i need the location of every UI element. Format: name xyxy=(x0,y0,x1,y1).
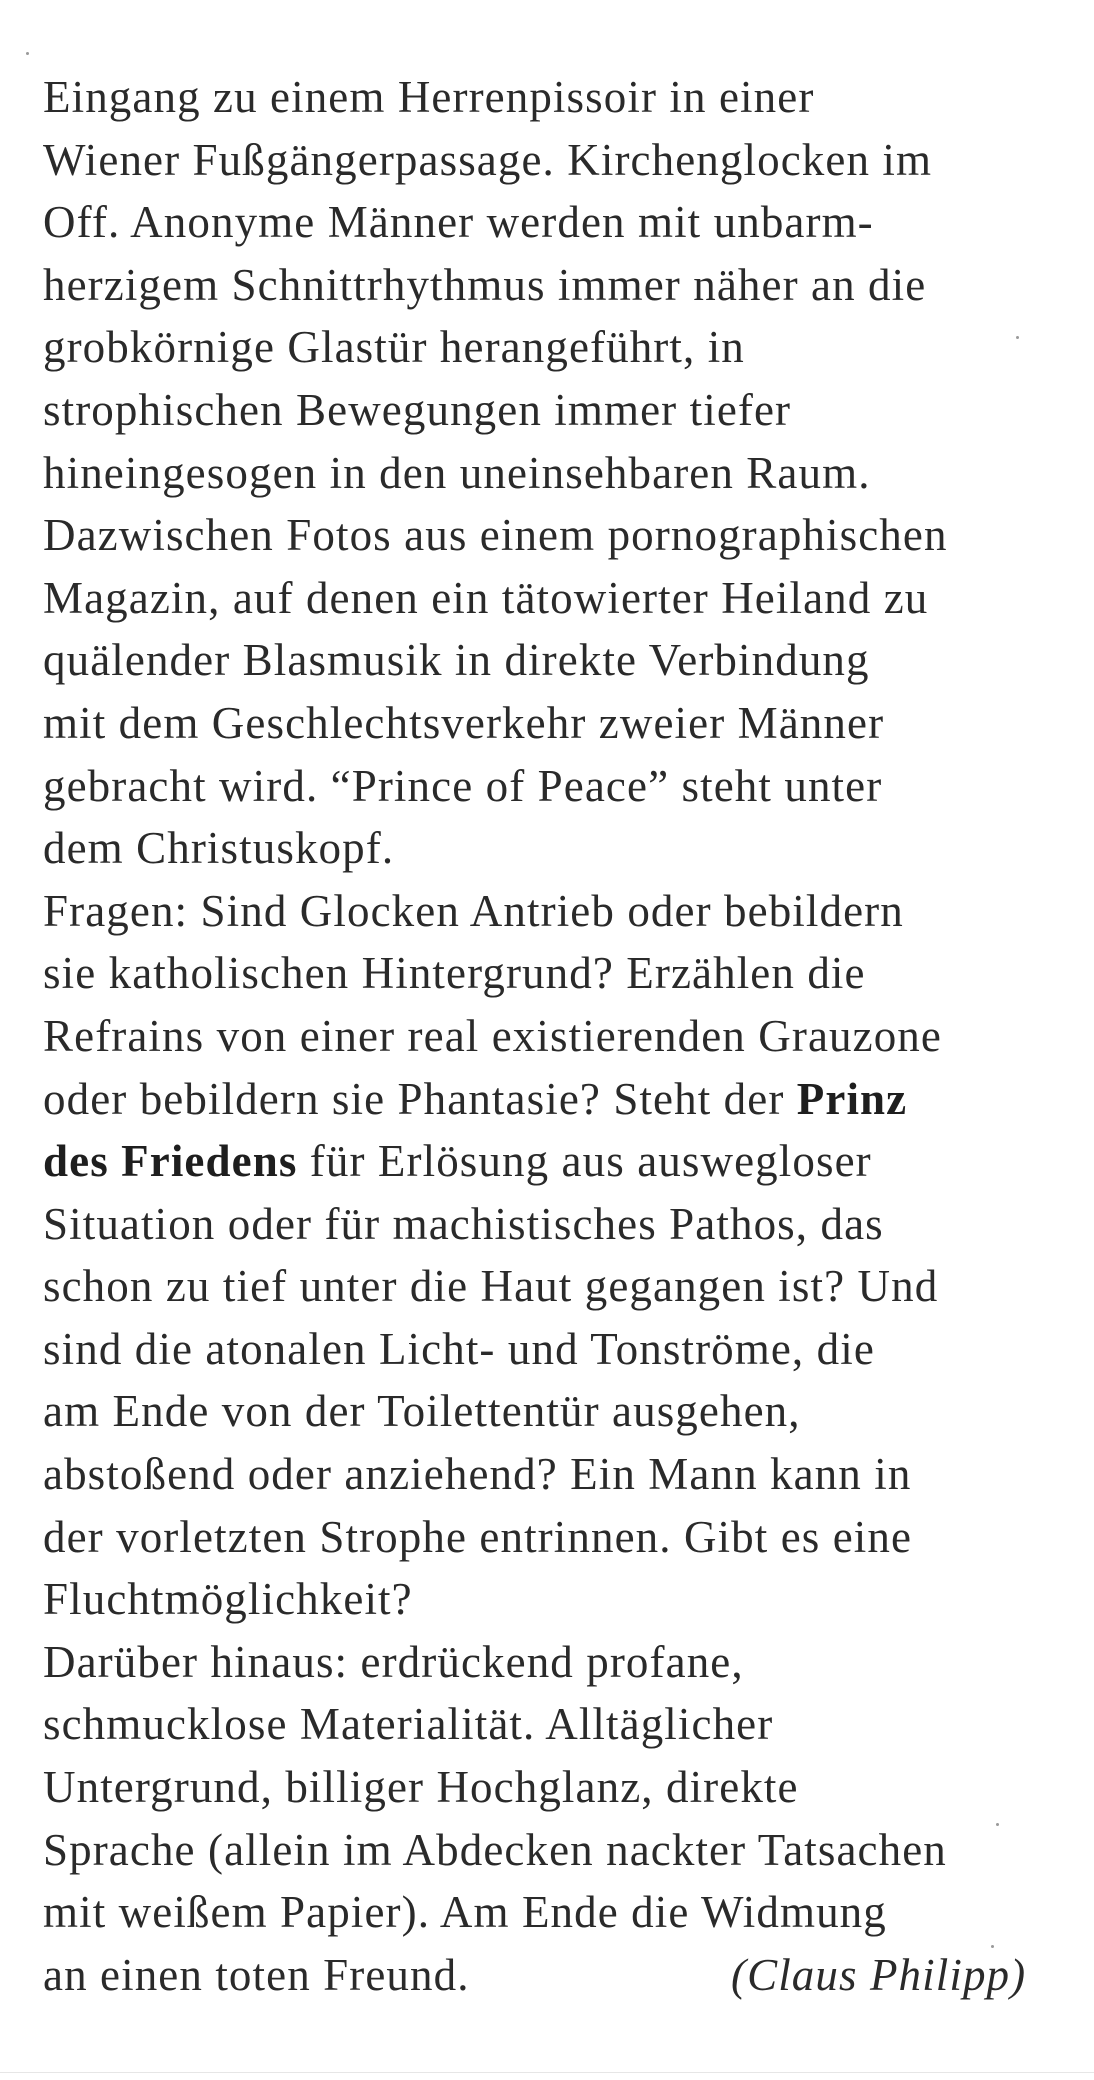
text-line: Sprache (allein im Abdecken nackter Tatsachen xyxy=(43,1824,947,1875)
paragraph-description xyxy=(43,66,1083,880)
text-line: der vorletzten Strophe entrinnen. Gibt es eine xyxy=(43,1511,913,1562)
paper-speck xyxy=(1016,336,1019,339)
text-line: Dazwischen Fotos aus einem pornographischen xyxy=(43,510,948,561)
review-text xyxy=(43,66,1083,2006)
page-bottom-edge xyxy=(0,2072,1094,2073)
text-line: Darüber hinaus: erdrückend profane, xyxy=(43,1636,744,1687)
bold-phrase: Prinz xyxy=(796,1073,908,1124)
paper-speck xyxy=(991,1945,994,1948)
text-segment: oder bebildern sie Phantasie? Steht der xyxy=(43,1073,797,1124)
text-line: am Ende von der Toilettentür ausgehen, xyxy=(43,1386,801,1437)
text-line xyxy=(43,1944,1083,2007)
text-line: hineingesogen in den uneinsehbaren Raum. xyxy=(43,447,871,498)
text-line xyxy=(43,1130,1083,1193)
text-line: schon zu tief unter die Haut gegangen ist? Und xyxy=(43,1261,939,1312)
text-line: schmucklose Materialität. Alltäglicher xyxy=(43,1699,774,1750)
paper-speck xyxy=(996,1823,999,1826)
bold-phrase: des Friedens xyxy=(43,1136,298,1187)
text-line: strophischen Bewegungen immer tiefer xyxy=(43,384,792,435)
text-line: Situation oder für machistisches Pathos, das xyxy=(43,1198,884,1249)
text-line: Off. Anonyme Männer werden mit unbarm- xyxy=(43,197,874,248)
text-segment: an einen toten Freund. xyxy=(43,1949,470,2000)
paragraph-conclusion xyxy=(43,1631,1083,2007)
paragraph-questions xyxy=(43,880,1083,1631)
text-line: mit weißem Papier). Am Ende die Widmung xyxy=(43,1887,887,1938)
text-line: abstoßend oder anziehend? Ein Mann kann in xyxy=(43,1449,912,1500)
text-line: Magazin, auf denen ein tätowierter Heiland zu xyxy=(43,572,929,623)
paper-speck xyxy=(26,52,29,55)
text-line: sind die atonalen Licht- und Tonströme, die xyxy=(43,1323,875,1374)
text-line: quälender Blasmusik in direkte Verbindung xyxy=(43,635,870,686)
text-line: Fluchtmöglichkeit? xyxy=(43,1574,413,1625)
text-line: Eingang zu einem Herrenpissoir in einer xyxy=(43,72,815,122)
text-line: dem Christuskopf. xyxy=(43,823,395,874)
text-line: herzigem Schnittrhythmus immer näher an die xyxy=(43,259,927,310)
text-line: Fragen: Sind Glocken Antrieb oder bebildern xyxy=(43,885,904,936)
text-line: grobkörnige Glastür herangeführt, in xyxy=(43,322,745,373)
text-line: Refrains von einer real existierenden Grauzone xyxy=(43,1010,942,1061)
author-signature: (Claus Philipp) xyxy=(731,1949,1027,2000)
text-line: gebracht wird. “Prince of Peace” steht unter xyxy=(43,760,883,811)
text-line xyxy=(43,1068,1083,1131)
text-line: sie katholischen Hintergrund? Erzählen die xyxy=(43,948,866,999)
text-line: Untergrund, billiger Hochglanz, direkte xyxy=(43,1762,799,1813)
text-line: mit dem Geschlechtsverkehr zweier Männer xyxy=(43,697,885,748)
text-line: Wiener Fußgängerpassage. Kirchenglocken im xyxy=(43,134,933,185)
text-segment: für Erlösung aus auswegloser xyxy=(297,1136,872,1187)
